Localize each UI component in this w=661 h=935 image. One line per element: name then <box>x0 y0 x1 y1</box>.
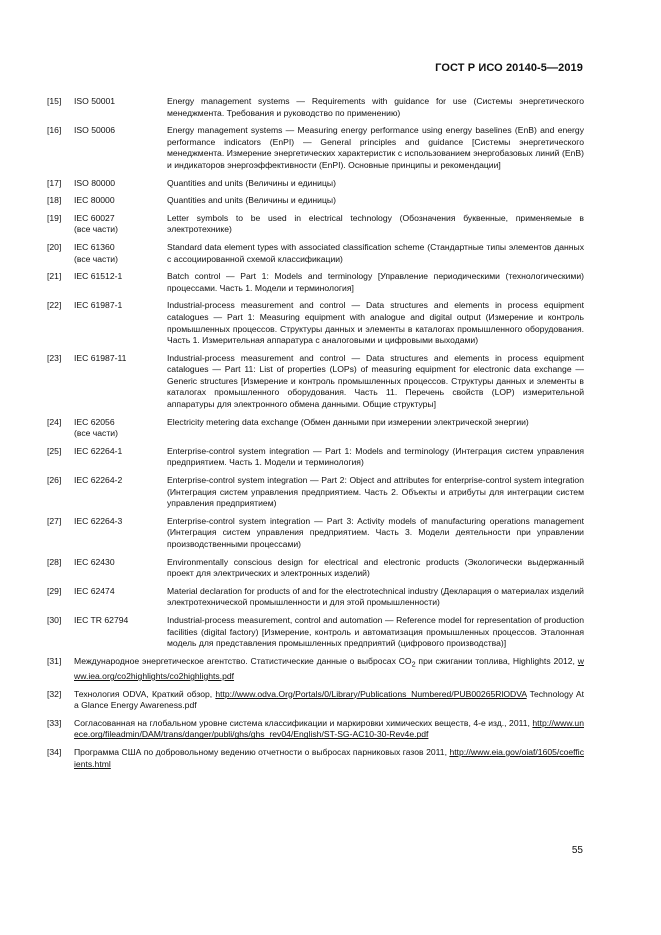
standard-code <box>74 195 167 207</box>
standard-code-line: IEC 61987-11 <box>74 352 127 363</box>
standard-code-line: IEC 60027 <box>74 212 115 223</box>
bibliography-item <box>47 178 584 190</box>
reference-number: [34] <box>47 747 62 758</box>
page-number: 55 <box>571 845 583 856</box>
standard-code <box>74 475 167 510</box>
bibliography-item <box>47 475 584 510</box>
bibliography-item <box>47 557 584 580</box>
reference-number: [26] <box>47 475 62 486</box>
standard-code-line: IEC TR 62794 <box>74 614 129 625</box>
standard-code <box>74 516 167 551</box>
standard-code <box>74 586 167 609</box>
reference-number: [18] <box>47 195 62 206</box>
reference-title: Industrial-process measurement, control and automation — Reference model for representation of production facilities (digital factory) [Измерение, контроль и автоматизация промышленных процессов. Эталонная модель для представления промышленных предприятий (цифрового производства)] <box>167 614 584 649</box>
standard-code <box>74 353 167 411</box>
reference-number: [22] <box>47 300 62 311</box>
reference-title: Batch control — Part 1: Models and terminology [Управление периодическими (технологическими) процессами. Часть 1. Модели и терминология] <box>167 271 584 293</box>
reference-title: Enterprise-control system integration — Part 2: Object and attributes for enterprise-control system integration (Интеграция систем управления предприятием. Часть 2. Объекты и атрибуты для интеграции систем управления предприятием) <box>167 475 584 509</box>
bibliography-item <box>47 96 584 119</box>
subscript: 2 <box>411 660 416 669</box>
reference-number: [32] <box>47 688 62 699</box>
standard-code-line: (все части) <box>74 253 118 264</box>
reference-title: Enterprise-control system integration — Part 1: Models and terminology (Интеграция систем управления предприятием. Часть 1. Модели и терминология) <box>167 445 584 468</box>
bibliography-item <box>47 446 584 469</box>
reference-title: Quantities and units (Величины и единицы) <box>167 177 336 188</box>
standard-code-line: ISO 50006 <box>74 125 116 136</box>
reference-title: Environmentally conscious design for electrical and electronic products (Экологически выдержанный проект для электрических и электронных изделий) <box>167 556 584 579</box>
standard-code-line: IEC 61360 <box>74 241 115 252</box>
standard-code <box>74 557 167 580</box>
bibliography-item <box>47 747 584 770</box>
reference-number: [17] <box>47 177 62 188</box>
document-header: ГОСТ Р ИСО 20140-5—2019 <box>435 62 583 74</box>
reference-number: [25] <box>47 445 62 456</box>
bibliography-item <box>47 353 584 411</box>
reference-title <box>74 656 584 683</box>
standard-code-line: IEC 62264-2 <box>74 475 123 486</box>
standard-code <box>74 125 167 171</box>
standard-code-line: IEC 62264-3 <box>74 515 123 526</box>
bibliography-item <box>47 271 584 294</box>
bibliography-item <box>47 656 584 683</box>
bibliography-item <box>47 242 584 265</box>
reference-title: Electricity metering data exchange (Обмен данными при измерении электрической энергии) <box>167 416 529 427</box>
reference-link[interactable]: http://www.eia.gov/oiaf/1605/coefficients.html <box>74 747 584 769</box>
standard-code <box>74 300 167 346</box>
reference-number: [16] <box>47 125 62 136</box>
reference-number: [33] <box>47 717 62 728</box>
reference-number: [28] <box>47 556 62 567</box>
bibliography-item <box>47 300 584 346</box>
reference-title <box>74 747 584 770</box>
reference-text: при сжигании топлива, Highlights 2012, <box>415 655 578 666</box>
standard-code-line: IEC 61987-1 <box>74 300 123 311</box>
bibliography-list <box>47 96 584 776</box>
standard-code-line: IEC 62056 <box>74 416 115 427</box>
reference-title: Letter symbols to be used in electrical technology (Обозначения буквенные, применяемые в электротехнике) <box>167 212 584 235</box>
standard-code-line: ISO 50001 <box>74 96 116 106</box>
standard-code-line: IEC 62474 <box>74 585 115 596</box>
reference-title: Energy management systems — Requirements with guidance for use (Системы энергетического менеджмента. Требования и руководство по применению) <box>167 96 584 118</box>
standard-code <box>74 96 167 119</box>
standard-code <box>74 615 167 650</box>
reference-title: Quantities and units (Величины и единицы) <box>167 195 336 206</box>
reference-link[interactable]: http://www.unece.org/fileadmin/DAM/trans/danger/publi/ghs/ghs_rev04/English/ST-SG-AC10-30-Rev4e.pdf <box>74 717 584 740</box>
standard-code-line: (все части) <box>74 224 118 235</box>
reference-number: [31] <box>47 655 62 666</box>
bibliography-item <box>47 125 584 171</box>
bibliography-item <box>47 689 584 712</box>
reference-text: Согласованная на глобальном уровне система классификации и маркировки химических веществ, 4-е изд., 2011, <box>74 717 530 728</box>
standard-code-line: IEC 62430 <box>74 556 115 567</box>
reference-number: [23] <box>47 352 62 363</box>
bibliography-item <box>47 516 584 551</box>
bibliography-item <box>47 615 584 650</box>
standard-code <box>74 242 167 265</box>
standard-code-line: IEC 80000 <box>74 195 115 206</box>
standard-code <box>74 213 167 236</box>
reference-title: Material declaration for products of and for the electrotechnical industry (Декларация о материалах изделий электротехнической промышленности и для этой промышленности) <box>167 585 584 608</box>
reference-number: [29] <box>47 585 62 596</box>
reference-title <box>74 689 584 712</box>
reference-link[interactable]: http://www.odva.Org/Portals/0/Library/Publications_Numbered/PUB00265RlODVA <box>215 688 527 699</box>
reference-text: Международное энергетическое агентство. Статистические данные о выбросах CO <box>74 655 412 666</box>
bibliography-item <box>47 718 584 741</box>
standard-code-line: (все части) <box>74 428 118 439</box>
standard-code <box>74 446 167 469</box>
standard-code <box>74 417 167 440</box>
reference-title: Enterprise-control system integration — Part 3: Activity models of manufacturing operations management (Интеграция систем управления предприятием. Часть 3. Модели деятельности при управлении производственными процессами) <box>167 515 584 549</box>
reference-text: Технология ODVA, Краткий обзор, <box>74 688 216 699</box>
reference-text: Technology At a Glance Energy Awareness.pdf <box>74 688 584 711</box>
reference-text: Программа США по добровольному ведению отчетности о выбросах парниковых газов 2011, <box>74 747 450 758</box>
reference-title: Standard data element types with associated classification scheme (Стандартные типы элементов данных с ассоциированной схемой классификации) <box>167 241 584 264</box>
reference-number: [15] <box>47 96 62 106</box>
reference-link[interactable]: www.iea.org/co2highlights/co2highlights.pdf <box>74 655 584 682</box>
reference-number: [19] <box>47 212 62 223</box>
reference-number: [30] <box>47 614 62 625</box>
reference-title: Energy management systems — Measuring energy performance using energy baselines (EnB) and energy performance indicators (EnPI) — General principles and guidance [Системы энергетического менеджмента. Измерение энергетических характеристик с использованием энергобазовых линий (EnB) и индикаторов энергоэффективности (EnPI). Основные принципы и рекомендации] <box>167 125 584 170</box>
bibliography-item <box>47 417 584 440</box>
standard-code-line: ISO 80000 <box>74 177 116 188</box>
reference-title <box>74 718 584 741</box>
reference-number: [21] <box>47 271 62 282</box>
standard-code <box>74 178 167 190</box>
bibliography-item <box>47 213 584 236</box>
bibliography-item <box>47 195 584 207</box>
reference-number: [27] <box>47 515 62 526</box>
standard-code-line: IEC 61512-1 <box>74 271 123 282</box>
standard-code <box>74 271 167 294</box>
reference-number: [20] <box>47 241 62 252</box>
reference-number: [24] <box>47 416 62 427</box>
standard-code-line: IEC 62264-1 <box>74 445 123 456</box>
bibliography-item <box>47 586 584 609</box>
reference-title: Industrial-process measurement and control — Data structures and elements in process equipment catalogues — Part 1: Measuring equipment with analogue and digital output (Измерение и контроль промышленных процессов. Структуры данных и элементы в каталогах промышленного оборудования. Часть 1. Измерительная аппаратура с аналоговыми и цифровыми выходами) <box>167 300 584 346</box>
reference-title: Industrial-process measurement and control — Data structures and elements in process equipment catalogues — Part 11: List of properties (LOPs) of measuring equipment for electronic data exchange — Generic structures [Измерение и контроль промышленных процессов. Структуры данных и элементы в каталогах промышленного оборудования. Часть 11. Перечень свойств (LOP) измерительной аппаратуры для электронного обмена данными. Общие структуры] <box>167 352 584 410</box>
